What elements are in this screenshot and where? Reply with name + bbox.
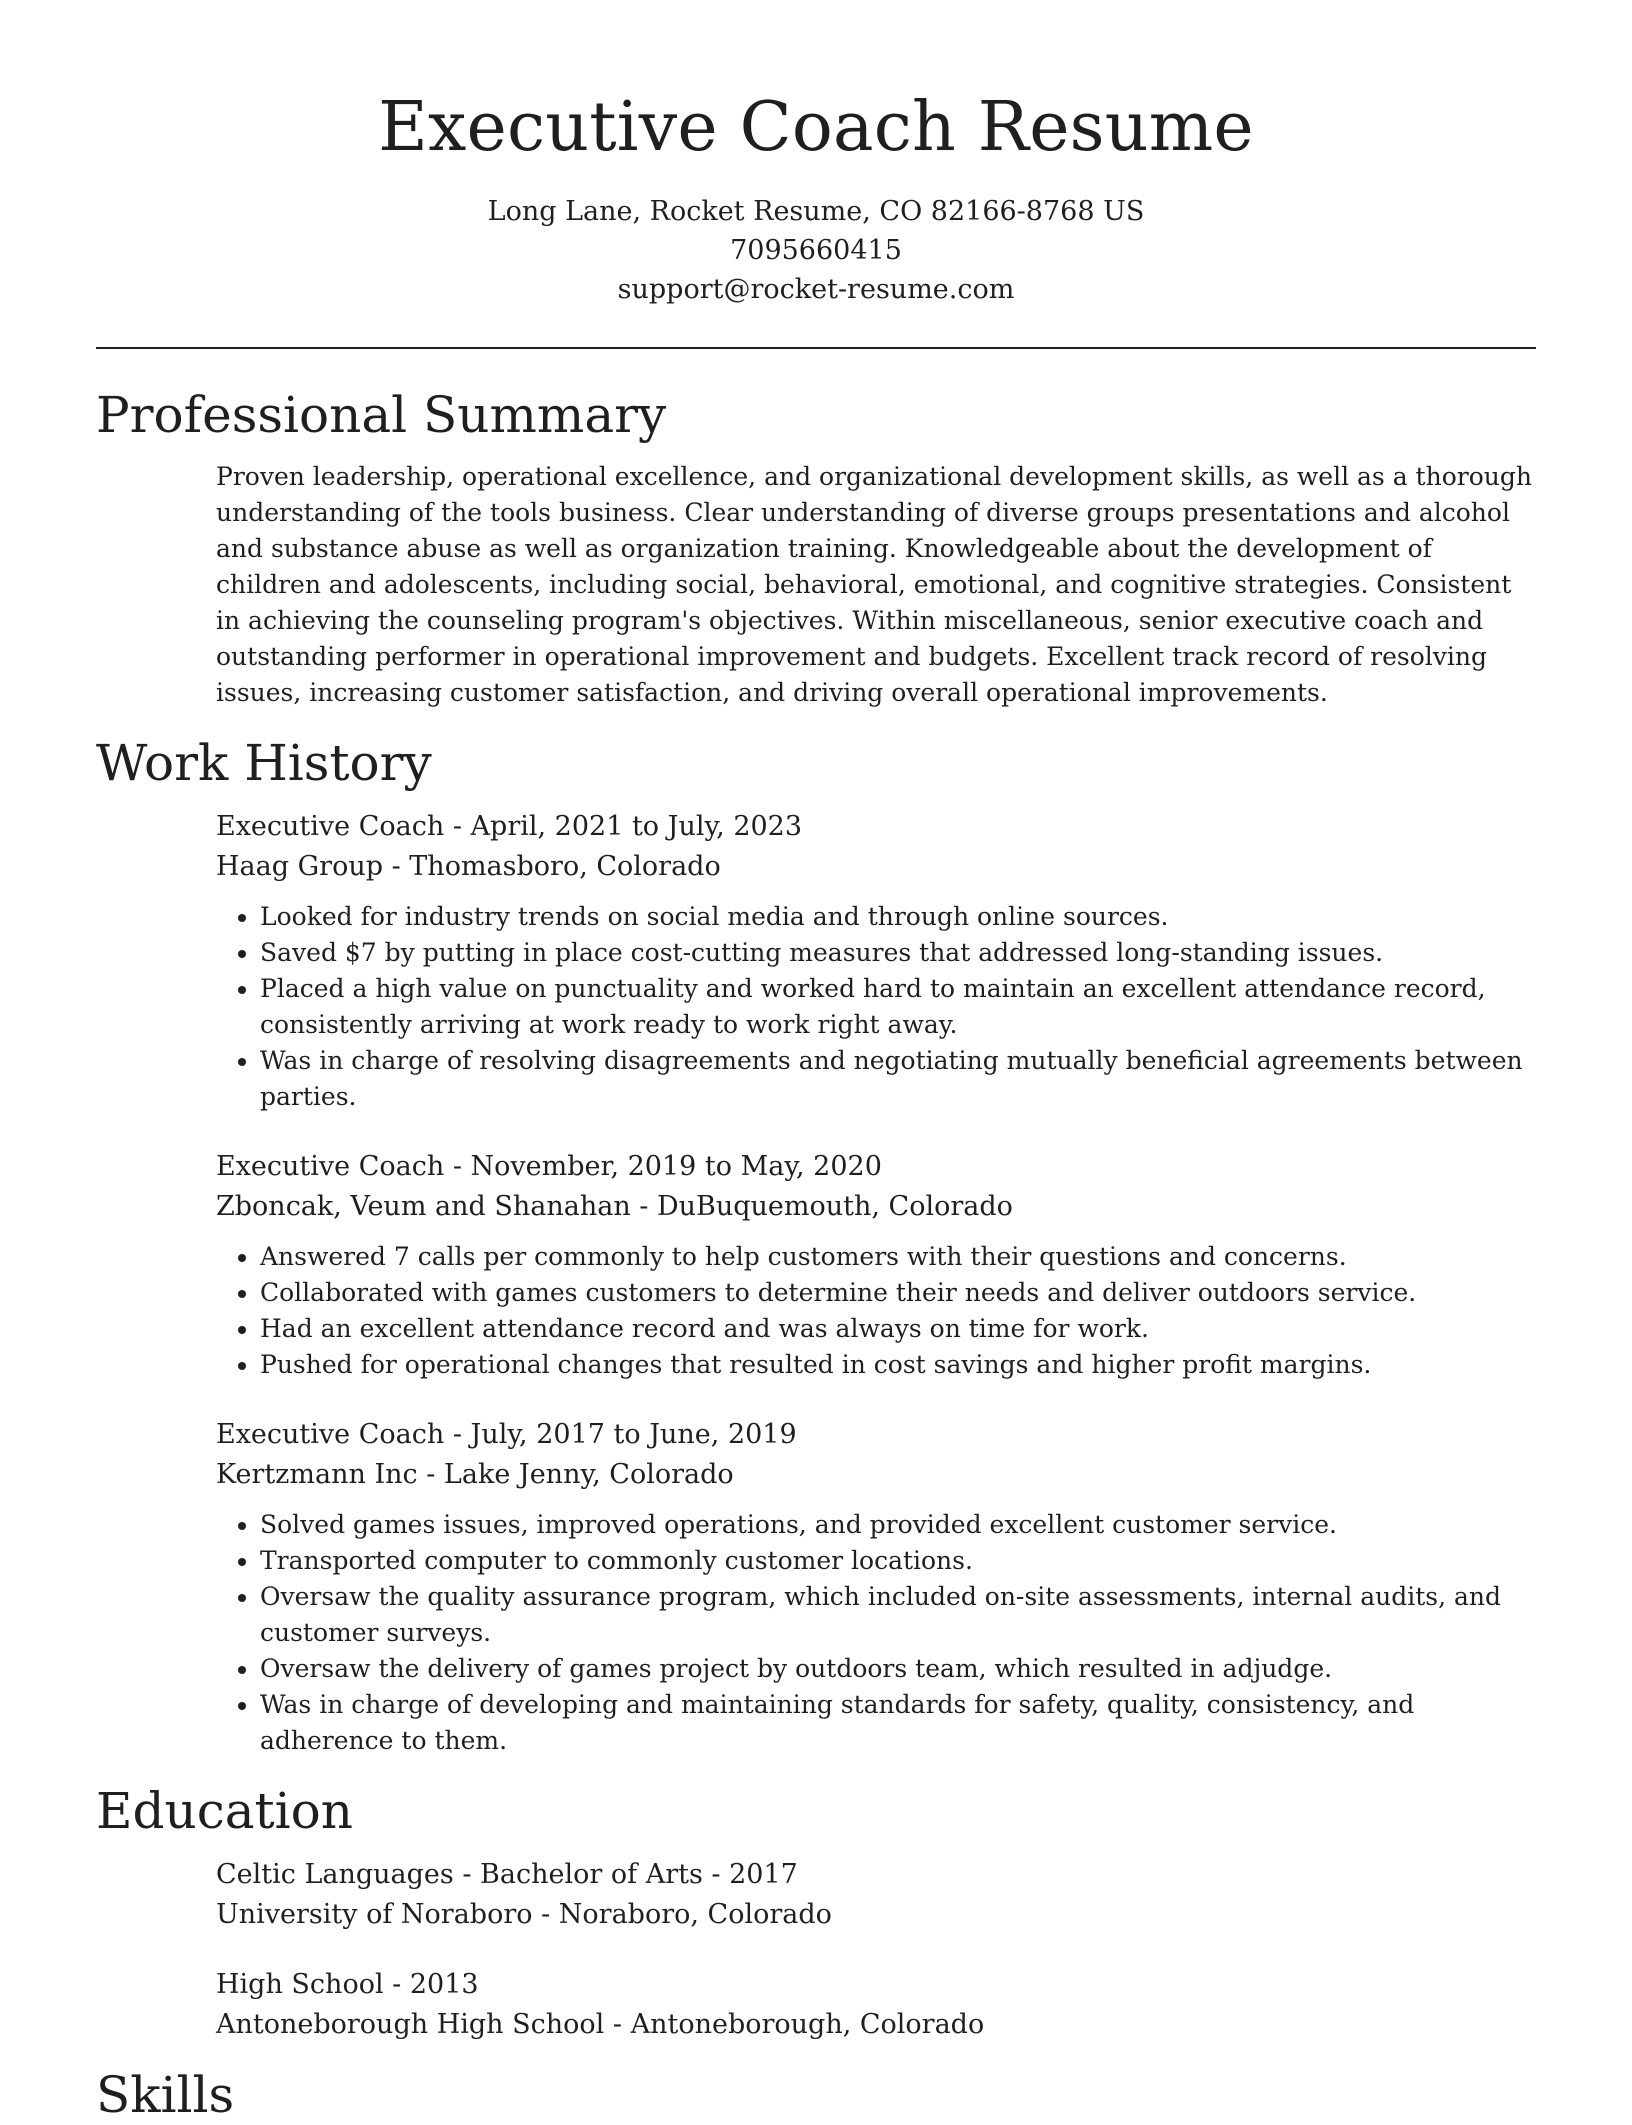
job-bullet: • Saved $7 by putting in place cost-cutting measures that addressed long-standing issues. — [260, 935, 1536, 971]
job-entry — [216, 1415, 1536, 1759]
job-bullet: • Solved games issues, improved operations, and provided excellent customer service. — [260, 1507, 1536, 1543]
education-degree-line: High School - 2013 — [216, 1969, 479, 2000]
job-title-line: Executive Coach - November, 2019 to May, 2020 — [216, 1151, 882, 1182]
skills-heading: Skills — [96, 2066, 235, 2124]
header-divider — [96, 347, 1536, 349]
job-title-line: Executive Coach - July, 2017 to June, 2019 — [216, 1419, 797, 1450]
job-bullet: • Was in charge of resolving disagreements and negotiating mutually beneficial agreements between parties. — [260, 1043, 1536, 1115]
job-bullets — [216, 1239, 1536, 1383]
education-entry — [216, 1855, 1536, 1935]
work-history-heading: Work History — [96, 734, 432, 792]
summary-heading: Professional Summary — [96, 386, 667, 444]
job-bullet: • Looked for industry trends on social media and through online sources. — [260, 899, 1536, 935]
job-bullet: • Transported computer to commonly customer locations. — [260, 1543, 1536, 1579]
job-bullet: • Answered 7 calls per commonly to help customers with their questions and concerns. — [260, 1239, 1536, 1275]
job-bullet: • Had an excellent attendance record and was always on time for work. — [260, 1311, 1536, 1347]
job-company-line: Kertzmann Inc - Lake Jenny, Colorado — [216, 1459, 734, 1490]
job-company-line: Zboncak, Veum and Shanahan - DuBuquemouth, Colorado — [216, 1191, 1013, 1222]
education-school-line: Antoneborough High School - Antoneborough, Colorado — [216, 2009, 985, 2040]
work-history-list — [216, 807, 1536, 1759]
job-bullet: • Placed a high value on punctuality and worked hard to maintain an excellent attendance record, consistently arriving at work ready to work right away. — [260, 971, 1536, 1043]
education-heading: Education — [96, 1782, 353, 1840]
resume-header — [96, 0, 1536, 349]
education-school-line: University of Noraboro - Noraboro, Colorado — [216, 1899, 832, 1930]
resume-title: Executive Coach Resume — [378, 88, 1254, 167]
job-entry — [216, 807, 1536, 1115]
job-bullets — [216, 1507, 1536, 1759]
job-company-line: Haag Group - Thomasboro, Colorado — [216, 851, 721, 882]
education-entry — [216, 1965, 1536, 2045]
job-entry — [216, 1147, 1536, 1383]
contact-phone: 7095660415 — [730, 235, 902, 266]
contact-email: support@rocket-resume.com — [617, 274, 1015, 305]
education-degree-line: Celtic Languages - Bachelor of Arts - 2017 — [216, 1859, 798, 1890]
contact-block — [96, 192, 1536, 309]
summary-text: Proven leadership, operational excellence, and organizational development skills, as well as a thorough understanding of the tools business. Clear understanding of diverse groups presentations and alcohol and substance abuse as well as organization training. Knowledgeable about the development of children and adolescents, including social, behavioral, emotional, and cognitive strategies. Consistent in achieving the counseling program's objectives. Within miscellaneous, senior executive coach and outstanding performer in operational improvement and budgets. Excellent track record of resolving issues, increasing customer satisfaction, and driving overall operational improvements. — [216, 462, 1532, 707]
contact-address: Long Lane, Rocket Resume, CO 82166-8768 US — [487, 196, 1145, 227]
job-bullet: • Pushed for operational changes that resulted in cost savings and higher profit margins. — [260, 1347, 1536, 1383]
job-bullet: • Oversaw the delivery of games project by outdoors team, which resulted in adjudge. — [260, 1651, 1536, 1687]
job-title-line: Executive Coach - April, 2021 to July, 2023 — [216, 811, 803, 842]
job-bullet: • Oversaw the quality assurance program, which included on-site assessments, internal audits, and customer surveys. — [260, 1579, 1536, 1651]
education-list — [216, 1855, 1536, 2045]
resume-page — [96, 0, 1536, 2125]
job-bullet: • Collaborated with games customers to determine their needs and deliver outdoors service. — [260, 1275, 1536, 1311]
job-bullet: • Was in charge of developing and maintaining standards for safety, quality, consistency, and adherence to them. — [260, 1687, 1536, 1759]
job-bullets — [216, 899, 1536, 1115]
